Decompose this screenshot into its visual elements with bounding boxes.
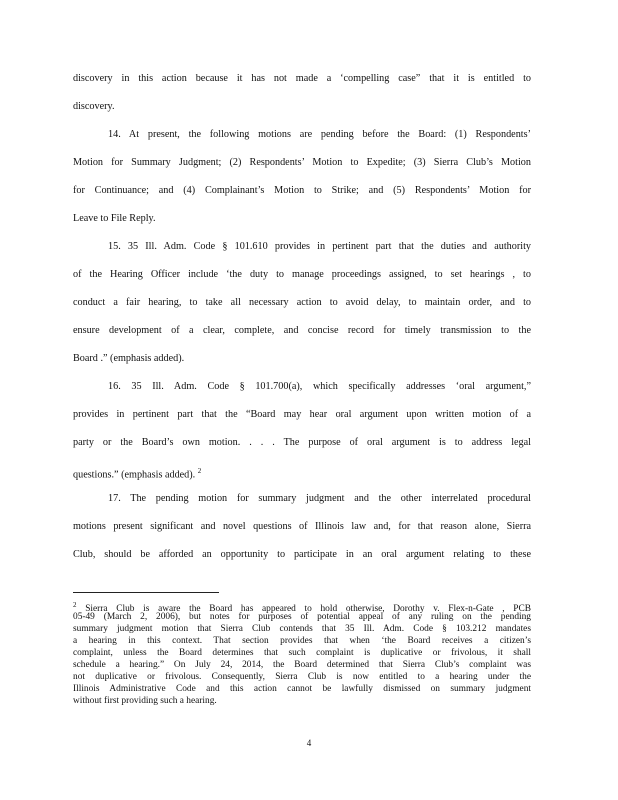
- paragraph-16-line-4-text: questions.” (emphasis added).: [73, 469, 196, 481]
- paragraph-17-line-3: Club, should be afforded an opportunity to participate in an oral argument relating to these: [73, 549, 531, 560]
- footnote-line-2: 05-49 (March 2, 2006), but notes for purposes of potential appeal of any ruling on the pending: [73, 612, 531, 622]
- paragraph-15-line-2: of the Hearing Officer include ‘the duty to manage proceedings assigned, to set hearings , to: [73, 269, 531, 280]
- footnote-line-7: not duplicative or frivolous. Consequently, Sierra Club is now entitled to a hearing under the: [73, 672, 531, 682]
- paragraph-16-line-2: provides in pertinent part that the “Board may hear oral argument upon written motion of a: [73, 409, 531, 420]
- footnote-reference[interactable]: 2: [197, 467, 202, 475]
- page-number: 4: [306, 738, 312, 748]
- paragraph-14-line-1: 14. At present, the following motions are pending before the Board: (1) Respondents’: [108, 129, 531, 140]
- paragraph-16-line-1: 16. 35 Ill. Adm. Code § 101.700(a), which specifically addresses ‘oral argument,”: [108, 381, 531, 392]
- footnote-separator: [73, 592, 219, 593]
- paragraph-14-line-2: Motion for Summary Judgment; (2) Respondents’ Motion to Expedite; (3) Sierra Club’s Motion: [73, 157, 531, 168]
- paragraph-15-line-4: ensure development of a clear, complete, and concise record for timely transmission to the: [73, 325, 531, 336]
- paragraph-17-line-2: motions present significant and novel questions of Illinois law and, for that reason alone, Sierra: [73, 521, 531, 532]
- footnote-line-3: summary judgment motion that Sierra Club contends that 35 Ill. Adm. Code § 103.212 mandates: [73, 624, 531, 634]
- footnote-marker: 2: [73, 601, 77, 609]
- paragraph-15-line-5: Board .” (emphasis added).: [73, 353, 185, 364]
- footnote-line-8: Illinois Administrative Code and this action cannot be lawfully dismissed on summary judgment: [73, 684, 531, 694]
- footnote-line-5: complaint, unless the Board determines that such complaint is duplicative or frivolous, it shall: [73, 648, 531, 658]
- paragraph-16-line-3: party or the Board’s own motion. . . . The purpose of oral argument is to address legal: [73, 437, 531, 448]
- paragraph-14-line-3: for Continuance; and (4) Complainant’s Motion to Strike; and (5) Respondents’ Motion for: [73, 185, 531, 196]
- body-line-1: discovery in this action because it has not made a ‘compelling case” that it is entitled to: [73, 73, 531, 84]
- footnote-line-9: without first providing such a hearing.: [73, 696, 217, 706]
- paragraph-17-line-1: 17. The pending motion for summary judgment and the other interrelated procedural: [108, 493, 531, 504]
- paragraph-16-line-4: [73, 465, 531, 481]
- footnote-line-6: schedule a hearing.” On July 24, 2014, the Board determined that Sierra Club’s complaint was: [73, 660, 531, 670]
- footnote-line-1-text: Sierra Club is aware the Board has appeared to hold otherwise, Dorothy v. Flex-n-Gate , PCB: [85, 604, 532, 615]
- paragraph-15-line-1: 15. 35 Ill. Adm. Code § 101.610 provides in pertinent part that the duties and authority: [108, 241, 531, 252]
- paragraph-14-line-4: Leave to File Reply.: [73, 213, 156, 224]
- footnote-line-4: a hearing in this context. That section provides that when ‘the Board receives a citizen’s: [73, 636, 531, 646]
- body-line-2: discovery.: [73, 101, 115, 112]
- paragraph-15-line-3: conduct a fair hearing, to take all necessary action to avoid delay, to maintain order, and to: [73, 297, 531, 308]
